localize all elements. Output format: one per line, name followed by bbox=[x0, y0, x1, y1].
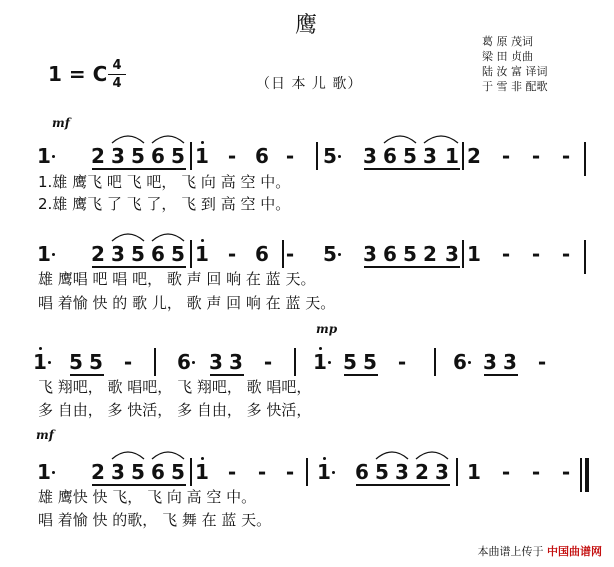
octave-dot bbox=[39, 347, 42, 350]
note: 3 bbox=[423, 144, 437, 168]
final-barline bbox=[585, 458, 589, 492]
note: 1 bbox=[37, 242, 51, 266]
note: - bbox=[501, 242, 511, 266]
note: 6 bbox=[383, 242, 397, 266]
note: 3 bbox=[111, 144, 125, 168]
note: 2 bbox=[91, 144, 105, 168]
note: 3 bbox=[445, 242, 459, 266]
barline bbox=[456, 458, 458, 486]
note: 5 bbox=[363, 350, 377, 374]
credit-translator: 陆 汝 富 译词 bbox=[482, 65, 548, 78]
note: - bbox=[561, 460, 571, 484]
note: 5 bbox=[131, 144, 145, 168]
lyric-line: 雄 鹰唱 吧 唱 吧， 歌 声 回 响 在 蓝 天。 bbox=[38, 270, 316, 288]
note: 6 bbox=[383, 144, 397, 168]
note: 1 bbox=[317, 460, 331, 484]
note: 1 bbox=[445, 144, 459, 168]
credit-lyricist: 葛 原 茂词 bbox=[482, 35, 533, 48]
key-signature: 1 = C bbox=[48, 62, 108, 86]
beam-underline bbox=[484, 374, 518, 376]
slur bbox=[112, 452, 144, 459]
song-title: 鹰 bbox=[294, 13, 319, 38]
note: 3 bbox=[111, 242, 125, 266]
barline bbox=[584, 142, 586, 176]
note: 6 bbox=[355, 460, 369, 484]
octave-dot bbox=[201, 141, 204, 144]
augmentation-dot bbox=[468, 361, 471, 364]
augmentation-dot bbox=[52, 253, 55, 256]
note: 1 bbox=[37, 144, 51, 168]
note: - bbox=[263, 350, 273, 374]
note: 3 bbox=[111, 460, 125, 484]
note: - bbox=[227, 144, 237, 168]
note: 5 bbox=[375, 460, 389, 484]
credit-composer: 梁 田 贞曲 bbox=[482, 50, 533, 63]
barline bbox=[154, 348, 156, 376]
lyric-line: 雄 鹰快 快 飞， 飞 向 高 空 中。 bbox=[38, 488, 257, 506]
note: 1 bbox=[195, 460, 209, 484]
slur bbox=[416, 452, 448, 459]
barline bbox=[462, 142, 464, 170]
note: 5 bbox=[403, 144, 417, 168]
note: 3 bbox=[483, 350, 497, 374]
note: 6 bbox=[151, 460, 165, 484]
barline bbox=[294, 348, 296, 376]
note: 3 bbox=[503, 350, 517, 374]
note: 1 bbox=[37, 460, 51, 484]
note: 5 bbox=[171, 242, 185, 266]
note: 6 bbox=[151, 144, 165, 168]
note: 5 bbox=[171, 460, 185, 484]
augmentation-dot bbox=[52, 471, 55, 474]
note: - bbox=[285, 144, 295, 168]
note: 5 bbox=[171, 144, 185, 168]
octave-dot bbox=[323, 457, 326, 460]
note: 6 bbox=[453, 350, 467, 374]
slur bbox=[152, 452, 184, 459]
note: 3 bbox=[209, 350, 223, 374]
time-signature bbox=[108, 58, 126, 91]
beam-underline bbox=[364, 168, 460, 170]
note: - bbox=[397, 350, 407, 374]
barline bbox=[316, 142, 318, 170]
barline bbox=[306, 458, 308, 486]
augmentation-dot bbox=[332, 471, 335, 474]
slur bbox=[152, 136, 184, 143]
lyric-line: 多 自由， 多 快活， 多 自由， 多 快活， bbox=[38, 401, 312, 419]
note: 1 bbox=[33, 350, 47, 374]
barline bbox=[190, 142, 192, 170]
lyric-line: 1.雄 鹰飞 吧 飞 吧， 飞 向 高 空 中。 bbox=[38, 173, 291, 191]
octave-dot bbox=[319, 347, 322, 350]
song-subtitle: （日 本 儿 歌） bbox=[256, 76, 363, 92]
dynamic-mark: mp bbox=[316, 322, 338, 336]
note: 5 bbox=[343, 350, 357, 374]
note: - bbox=[561, 144, 571, 168]
slur bbox=[112, 234, 144, 241]
barline bbox=[584, 240, 586, 274]
augmentation-dot bbox=[328, 361, 331, 364]
beam-underline bbox=[364, 266, 460, 268]
augmentation-dot bbox=[52, 155, 55, 158]
note: 1 bbox=[467, 242, 481, 266]
augmentation-dot bbox=[48, 361, 51, 364]
barline bbox=[580, 458, 582, 492]
note: - bbox=[531, 460, 541, 484]
note: 2 bbox=[91, 242, 105, 266]
octave-dot bbox=[201, 457, 204, 460]
beam-underline bbox=[92, 168, 186, 170]
slur bbox=[152, 234, 184, 241]
note: - bbox=[257, 460, 267, 484]
barline bbox=[462, 240, 464, 268]
note: 3 bbox=[363, 242, 377, 266]
note: 2 bbox=[415, 460, 429, 484]
slur bbox=[376, 452, 408, 459]
note: - bbox=[501, 460, 511, 484]
note: 3 bbox=[363, 144, 377, 168]
footer-text: 本曲谱上传于 bbox=[477, 545, 544, 558]
lyric-line: 2.雄 鹰飞 了 飞 了， 飞 到 高 空 中。 bbox=[38, 195, 291, 213]
slur bbox=[424, 136, 458, 143]
note: - bbox=[285, 460, 295, 484]
note: 5 bbox=[69, 350, 83, 374]
note: 5 bbox=[323, 144, 337, 168]
note: 5 bbox=[131, 460, 145, 484]
credit-arranger: 于 雪 非 配歌 bbox=[482, 80, 548, 93]
note: 1 bbox=[467, 460, 481, 484]
note: 6 bbox=[255, 144, 269, 168]
note: 1 bbox=[195, 144, 209, 168]
note: 5 bbox=[403, 242, 417, 266]
note: 2 bbox=[423, 242, 437, 266]
note: - bbox=[123, 350, 133, 374]
note: - bbox=[227, 242, 237, 266]
note: - bbox=[561, 242, 571, 266]
octave-dot bbox=[201, 239, 204, 242]
note: - bbox=[285, 242, 295, 266]
barline bbox=[282, 240, 284, 268]
beam-underline bbox=[344, 374, 378, 376]
note: - bbox=[531, 144, 541, 168]
barline bbox=[190, 240, 192, 268]
beam-underline bbox=[356, 484, 450, 486]
note: 5 bbox=[323, 242, 337, 266]
note: - bbox=[501, 144, 511, 168]
dynamic-mark: mf bbox=[52, 116, 70, 130]
slur bbox=[112, 136, 144, 143]
dynamic-mark: mf bbox=[36, 428, 54, 442]
note: 1 bbox=[195, 242, 209, 266]
augmentation-dot bbox=[338, 155, 341, 158]
note: - bbox=[537, 350, 547, 374]
credits bbox=[482, 34, 548, 94]
site-logo: 中国曲谱网 bbox=[547, 545, 602, 558]
note: 1 bbox=[313, 350, 327, 374]
barline bbox=[434, 348, 436, 376]
note: - bbox=[531, 242, 541, 266]
note: 5 bbox=[131, 242, 145, 266]
note: 3 bbox=[229, 350, 243, 374]
lyric-line: 飞 翔吧， 歌 唱吧， 飞 翔吧， 歌 唱吧， bbox=[38, 378, 312, 396]
footer-credit bbox=[478, 543, 603, 559]
note: 3 bbox=[395, 460, 409, 484]
lyric-line: 唱 着愉 快 的歌， 飞 舞 在 蓝 天。 bbox=[38, 511, 272, 529]
note: 2 bbox=[91, 460, 105, 484]
note: - bbox=[227, 460, 237, 484]
augmentation-dot bbox=[192, 361, 195, 364]
slur bbox=[384, 136, 416, 143]
note: 6 bbox=[255, 242, 269, 266]
note: 2 bbox=[467, 144, 481, 168]
time-sig-bottom: 4 bbox=[112, 76, 122, 91]
lyric-line: 唱 着愉 快 的 歌 儿， 歌 声 回 响 在 蓝 天。 bbox=[38, 294, 336, 312]
note: 6 bbox=[151, 242, 165, 266]
note: 6 bbox=[177, 350, 191, 374]
time-sig-top: 4 bbox=[112, 58, 122, 73]
note: 5 bbox=[89, 350, 103, 374]
note: 3 bbox=[435, 460, 449, 484]
barline bbox=[190, 458, 192, 486]
augmentation-dot bbox=[338, 253, 341, 256]
